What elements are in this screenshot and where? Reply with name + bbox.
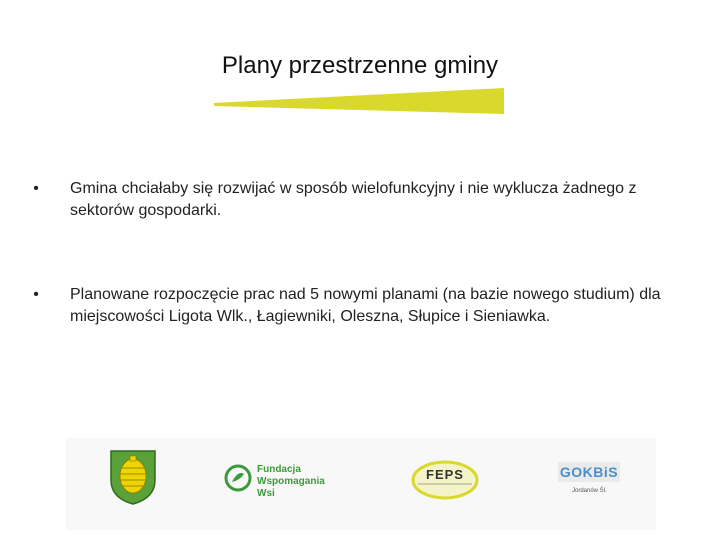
bullet-list	[28, 178, 668, 328]
title-underline-bar	[214, 86, 506, 116]
gokbis-label: GOKBiS	[559, 464, 619, 480]
feps-logo	[410, 458, 480, 502]
fundacja-logo	[224, 462, 344, 499]
coat-of-arms-icon	[108, 448, 158, 506]
gokbis-logo	[558, 458, 620, 502]
slide-title: Plany przestrzenne gminy	[221, 52, 499, 79]
gokbis-sub: Jordanów Śl.	[572, 488, 607, 494]
fundacja-leaf-icon	[224, 464, 252, 492]
bullet-text: Gmina chciałaby się rozwijać w sposób wielofunkcyjny i nie wyklucza żadnego z sektorów gospodarki.	[70, 180, 637, 219]
bullet-marker: •	[33, 180, 39, 197]
bullet-text: Planowane rozpoczęcie prac nad 5 nowymi planami (na bazie nowego studium) dla miejscowości Ligota Wlk., Łagiewniki, Oleszna, Słupice i Sieniawka.	[70, 286, 661, 325]
fundacja-line1: Fundacja	[257, 464, 301, 475]
bullet-marker: •	[33, 286, 39, 303]
bullet-item	[28, 284, 668, 328]
fundacja-line2: Wspomagania Wsi	[257, 476, 325, 499]
logo-strip	[66, 438, 656, 530]
feps-label: FEPS	[426, 467, 464, 482]
bullet-item	[28, 178, 668, 222]
